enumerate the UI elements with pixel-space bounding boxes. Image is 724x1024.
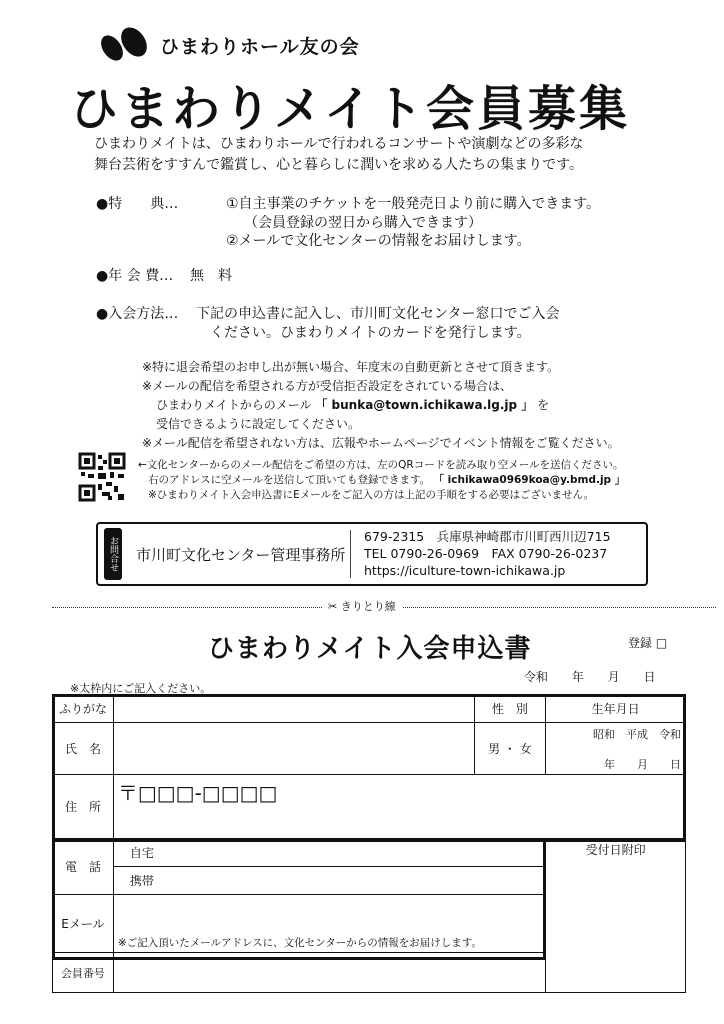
- note-line: ※特に退会希望のお申し出が無い場合、年度末の自動更新とさせて頂きます。: [142, 360, 560, 374]
- name-field[interactable]: [113, 723, 474, 775]
- mobile-phone-label: 携帯: [129, 874, 154, 888]
- name-label: 氏 名: [53, 723, 114, 775]
- birth-label: 生年月日: [546, 695, 686, 723]
- era-options[interactable]: 昭和 平成 令和: [593, 727, 681, 741]
- note-line: ひまわりメイトからのメール 「 bunka@town.ichikawa.lg.jp 」 を: [156, 398, 550, 412]
- address-label: 住 所: [53, 775, 114, 839]
- birthdate-ymd: 年 月 日: [604, 757, 681, 771]
- contact-address: 679-2315 兵庫県神崎郡市川町西川辺715: [364, 529, 611, 544]
- email-label: Eメール: [53, 895, 114, 953]
- member-number-field: [113, 953, 545, 993]
- intro-text: [94, 134, 583, 176]
- gender-options[interactable]: 男 ・ 女: [474, 723, 546, 775]
- email-note: ※ご記入頂いたメールアドレスに、文化センターからの情報をお届けします。: [117, 937, 482, 949]
- contact-tag: お問合せ: [104, 528, 122, 580]
- note-line: ※メール配信を希望されない方は、広報やホームページでイベント情報をご覧ください。: [142, 436, 620, 450]
- notes: [142, 358, 620, 453]
- contact-divider: [350, 530, 351, 578]
- qr-note-line: 右のアドレスに空メールを送信して頂いても登録できます。 「 ichikawa0969koa@y.bmd.jp 」: [148, 474, 626, 486]
- qr-note-line: ※ひまわりメイト入会申込書にEメールをご記入の方は上記の手順をする必要はございません。: [148, 489, 595, 501]
- contact-info: [364, 528, 611, 579]
- qr-instructions: [138, 458, 625, 503]
- benefits-label: ●特 典…: [96, 196, 179, 212]
- phone-label: 電 話: [53, 839, 114, 895]
- benefit-line-2: （会員登録の翌日から購入できます）: [244, 215, 482, 231]
- member-number-label: 会員番号: [53, 953, 114, 993]
- gender-label: 性 別: [474, 695, 546, 723]
- cut-label: ✂ きりとり線: [322, 598, 402, 614]
- benefit-line-1: ①自主事業のチケットを一般発売日より前に購入できます。: [226, 196, 601, 212]
- intro-line: 舞台芸術をすすんで鑑賞し、心と暮らしに潤いを求める人たちの集まりです。: [94, 157, 584, 173]
- contact-office: 市川町文化センター管理事務所: [136, 546, 346, 564]
- page-title: ひまわりメイト会員募集: [70, 81, 631, 137]
- qr-note-line: ←文化センターからのメール配信をご希望の方は、左のQRコードを読み取り空メールを送信ください。: [138, 459, 624, 471]
- home-phone-field[interactable]: [113, 839, 545, 867]
- form-instruction: ※太枠内にご記入ください。: [70, 682, 212, 695]
- bunka-email: 「 bunka@town.ichikawa.lg.jp 」: [315, 398, 534, 412]
- furigana-label: ふりがな: [53, 695, 114, 723]
- fee-label: ●年 会 費…: [96, 268, 174, 284]
- birthdate-field[interactable]: [546, 723, 686, 775]
- contact-url[interactable]: https://iculture-town-ichikawa.jp: [364, 563, 566, 578]
- note-line: ※メールの配信を希望される方が受信拒否設定をされている場合は、: [142, 379, 512, 393]
- fee-value: 無 料: [190, 268, 232, 284]
- form-title: ひまわりメイト入会申込書: [208, 634, 532, 664]
- contact-box: [96, 522, 648, 586]
- benefit-line-3: ②メールで文化センターの情報をお届けします。: [226, 233, 531, 249]
- reception-stamp-area: [546, 839, 686, 993]
- reception-stamp-label: 受付日附印: [585, 843, 646, 857]
- registration-email: 「 ichikawa0969koa@y.bmd.jp 」: [433, 474, 626, 486]
- intro-line: ひまわりメイトは、ひまわりホールで行われるコンサートや演劇などの多彩な: [94, 136, 584, 152]
- seed-logo-icon: [96, 26, 156, 64]
- postal-code-boxes[interactable]: 〒□□□-□□□□: [117, 781, 278, 805]
- qr-code-icon: [78, 452, 126, 502]
- email-field[interactable]: [113, 895, 545, 953]
- note-line: 受信できるように設定してください。: [156, 417, 361, 431]
- form-date: 令和 年 月 日: [524, 670, 656, 684]
- organization-name: ひまわりホール友の会: [160, 36, 360, 58]
- application-form: [52, 694, 686, 993]
- method-line-1: 下記の申込書に記入し、市川町文化センター窓口でご入会: [196, 306, 560, 322]
- address-field[interactable]: [113, 775, 685, 839]
- home-phone-label: 自宅: [129, 846, 154, 860]
- method-line-2: ください。ひまわりメイトのカードを発行します。: [210, 325, 531, 341]
- contact-phone: TEL 0790-26-0969 FAX 0790-26-0237: [364, 546, 608, 561]
- furigana-field[interactable]: [113, 695, 474, 723]
- qr-code[interactable]: [78, 452, 126, 502]
- method-label: ●入会方法…: [96, 306, 179, 322]
- mobile-phone-field[interactable]: [113, 867, 545, 895]
- register-checkbox[interactable]: 登録 □: [628, 636, 668, 650]
